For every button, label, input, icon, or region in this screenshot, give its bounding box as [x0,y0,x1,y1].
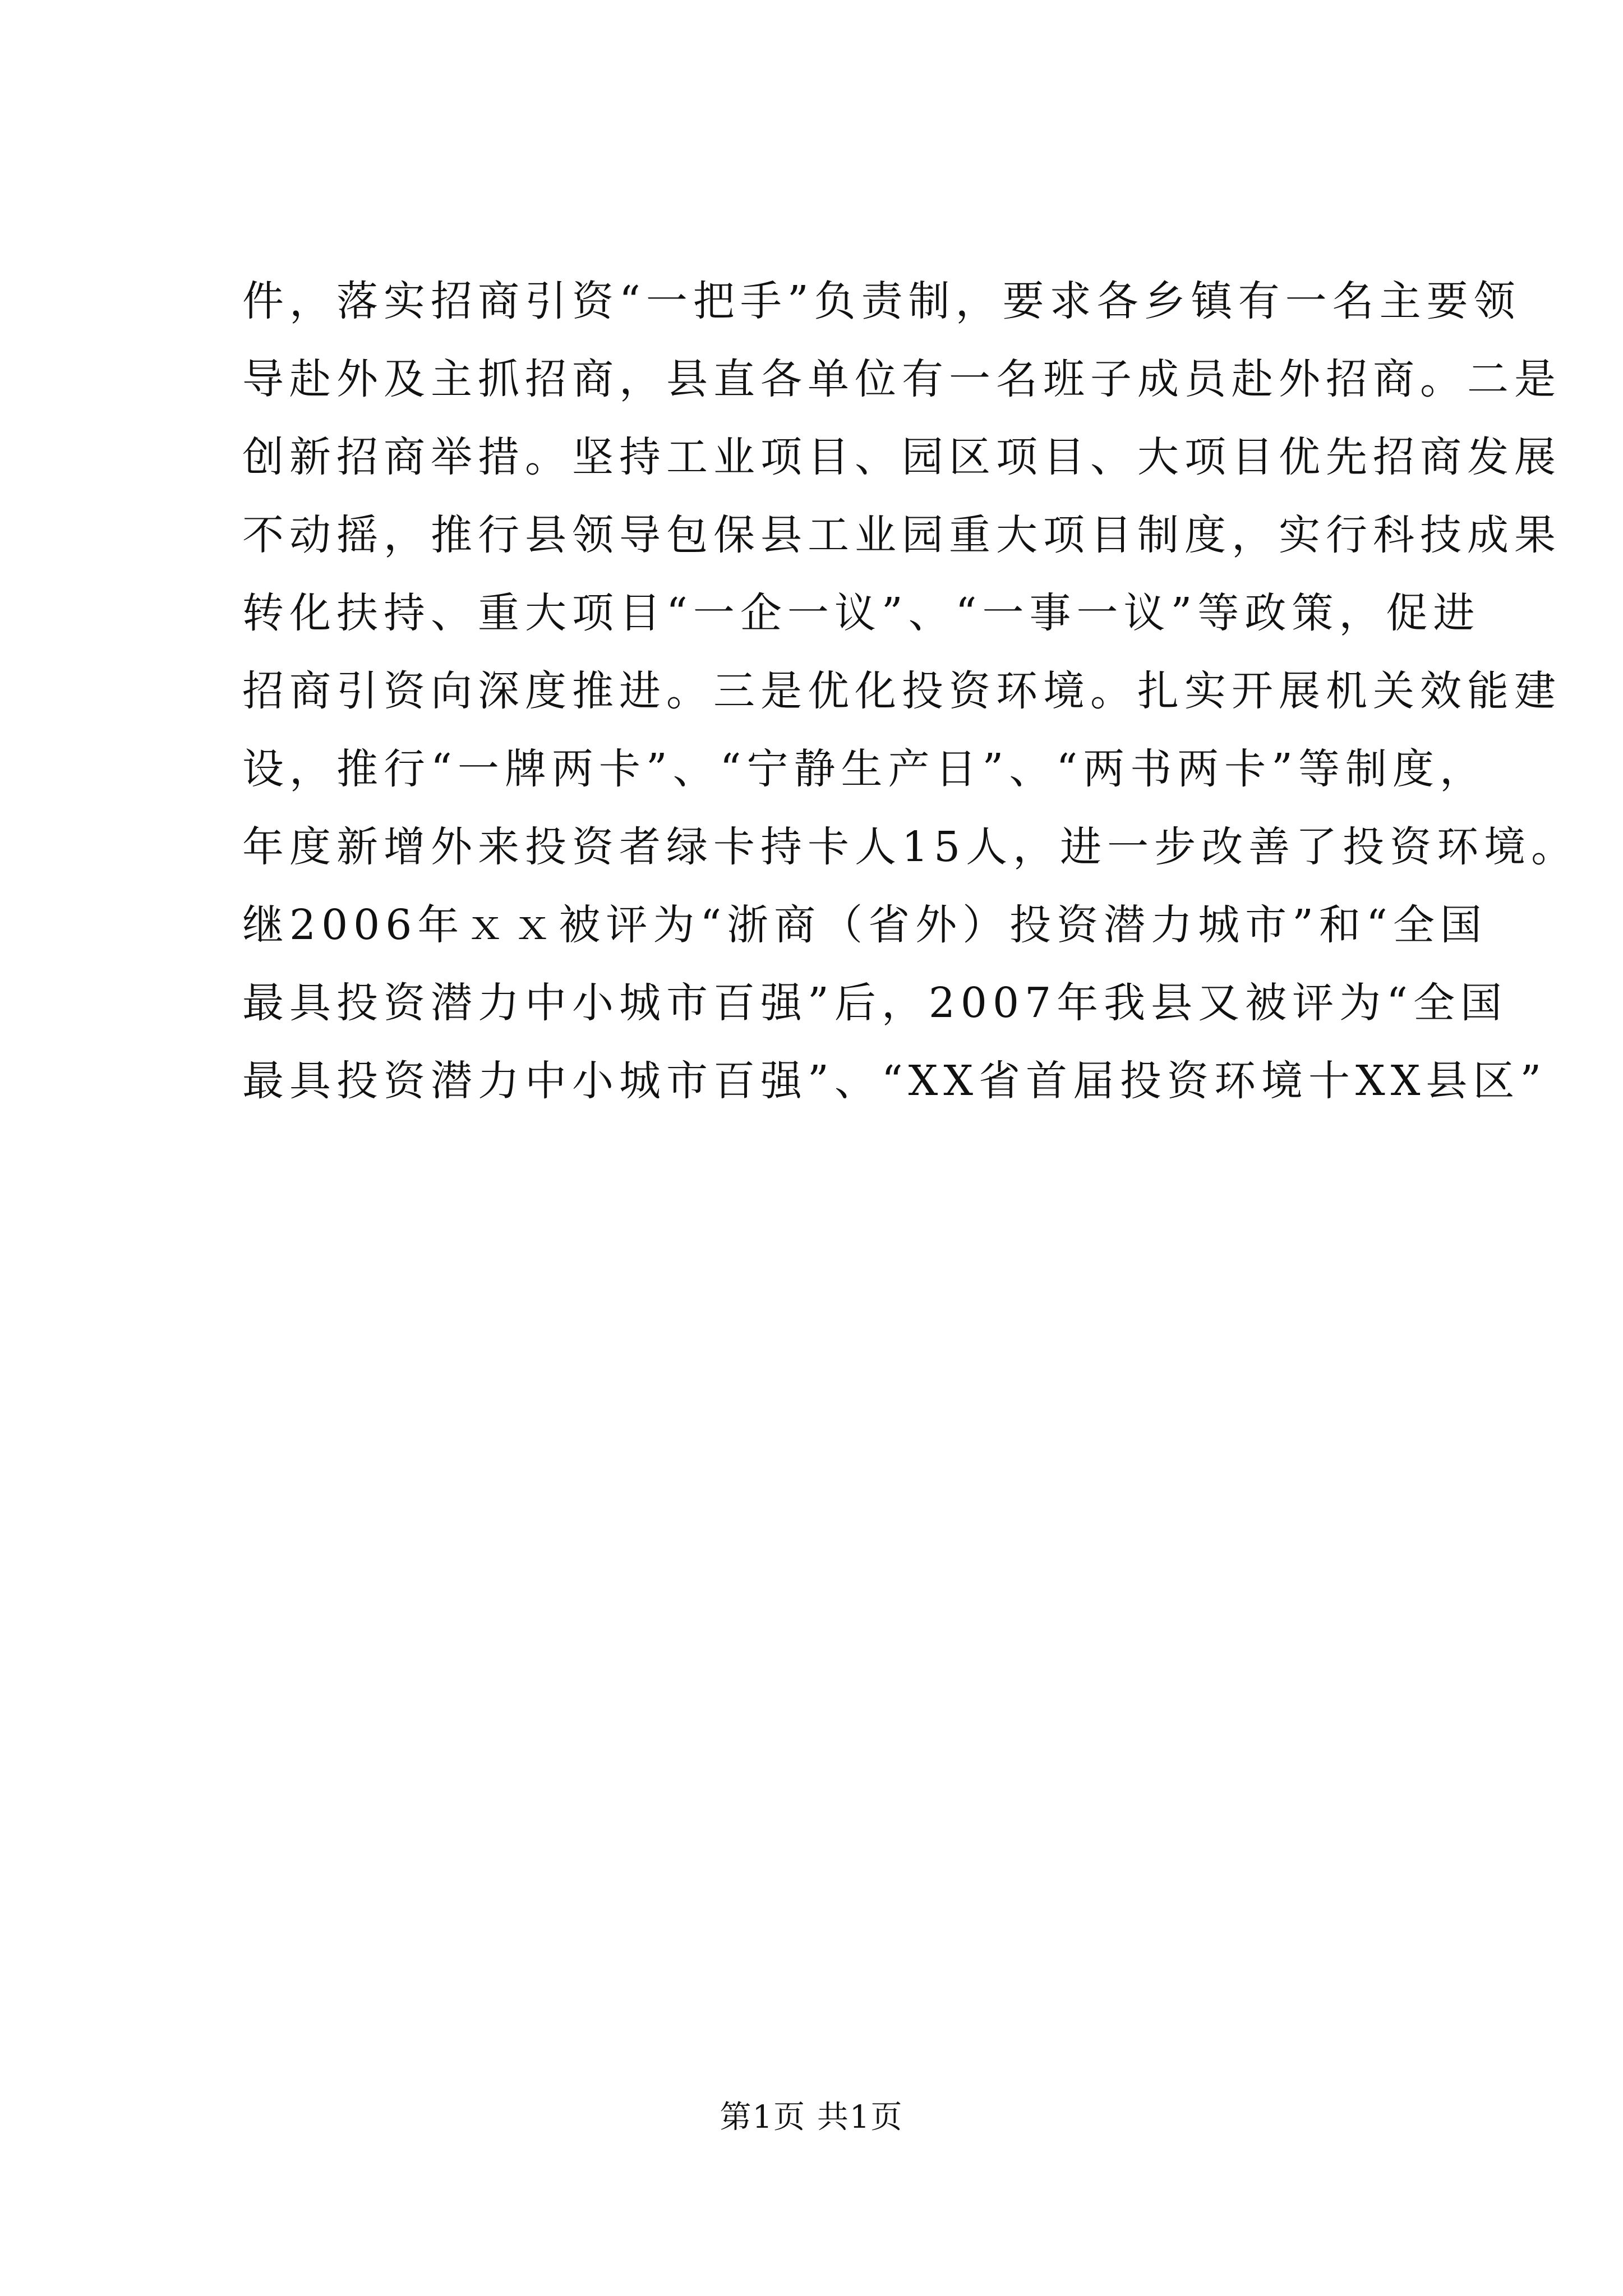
body-paragraph [242,263,1579,1120]
text-line: 导赴外及主抓招商，县直各单位有一名班子成员赴外招商。二是 [242,355,1561,403]
page-footer [0,2095,1623,2140]
text-line: 招商引资向深度推进。三是优化投资环境。扎实开展机关效能建 [242,667,1561,715]
text-line: 创新招商举措。坚持工业项目、园区项目、大项目优先招商发展 [242,433,1561,481]
page-number-label: 第1页 共1页 [720,2099,903,2136]
text-line: 转化扶持、重大项目“一企一议”、“一事一议”等政策，促进 [242,589,1481,637]
text-line: 不动摇，推行县领导包保县工业园重大项目制度，实行科技成果 [242,511,1561,559]
text-line: 最具投资潜力中小城市百强”、“XX省首届投资环境十XX县区” [242,1057,1547,1105]
text-line: 继2006年ｘｘ被评为“浙商（省外）投资潜力城市”和“全国 [242,901,1487,949]
text-line: 年度新增外来投资者绿卡持卡人15人，进一步改善了投资环境。 [242,823,1579,871]
text-line: 设，推行“一牌两卡”、“宁静生产日”、“两书两卡”等制度， [242,745,1487,793]
text-line: 最具投资潜力中小城市百强”后，2007年我县又被评为“全国 [242,979,1507,1027]
text-line: 件，落实招商引资“一把手”负责制，要求各乡镇有一名主要领 [242,277,1521,325]
